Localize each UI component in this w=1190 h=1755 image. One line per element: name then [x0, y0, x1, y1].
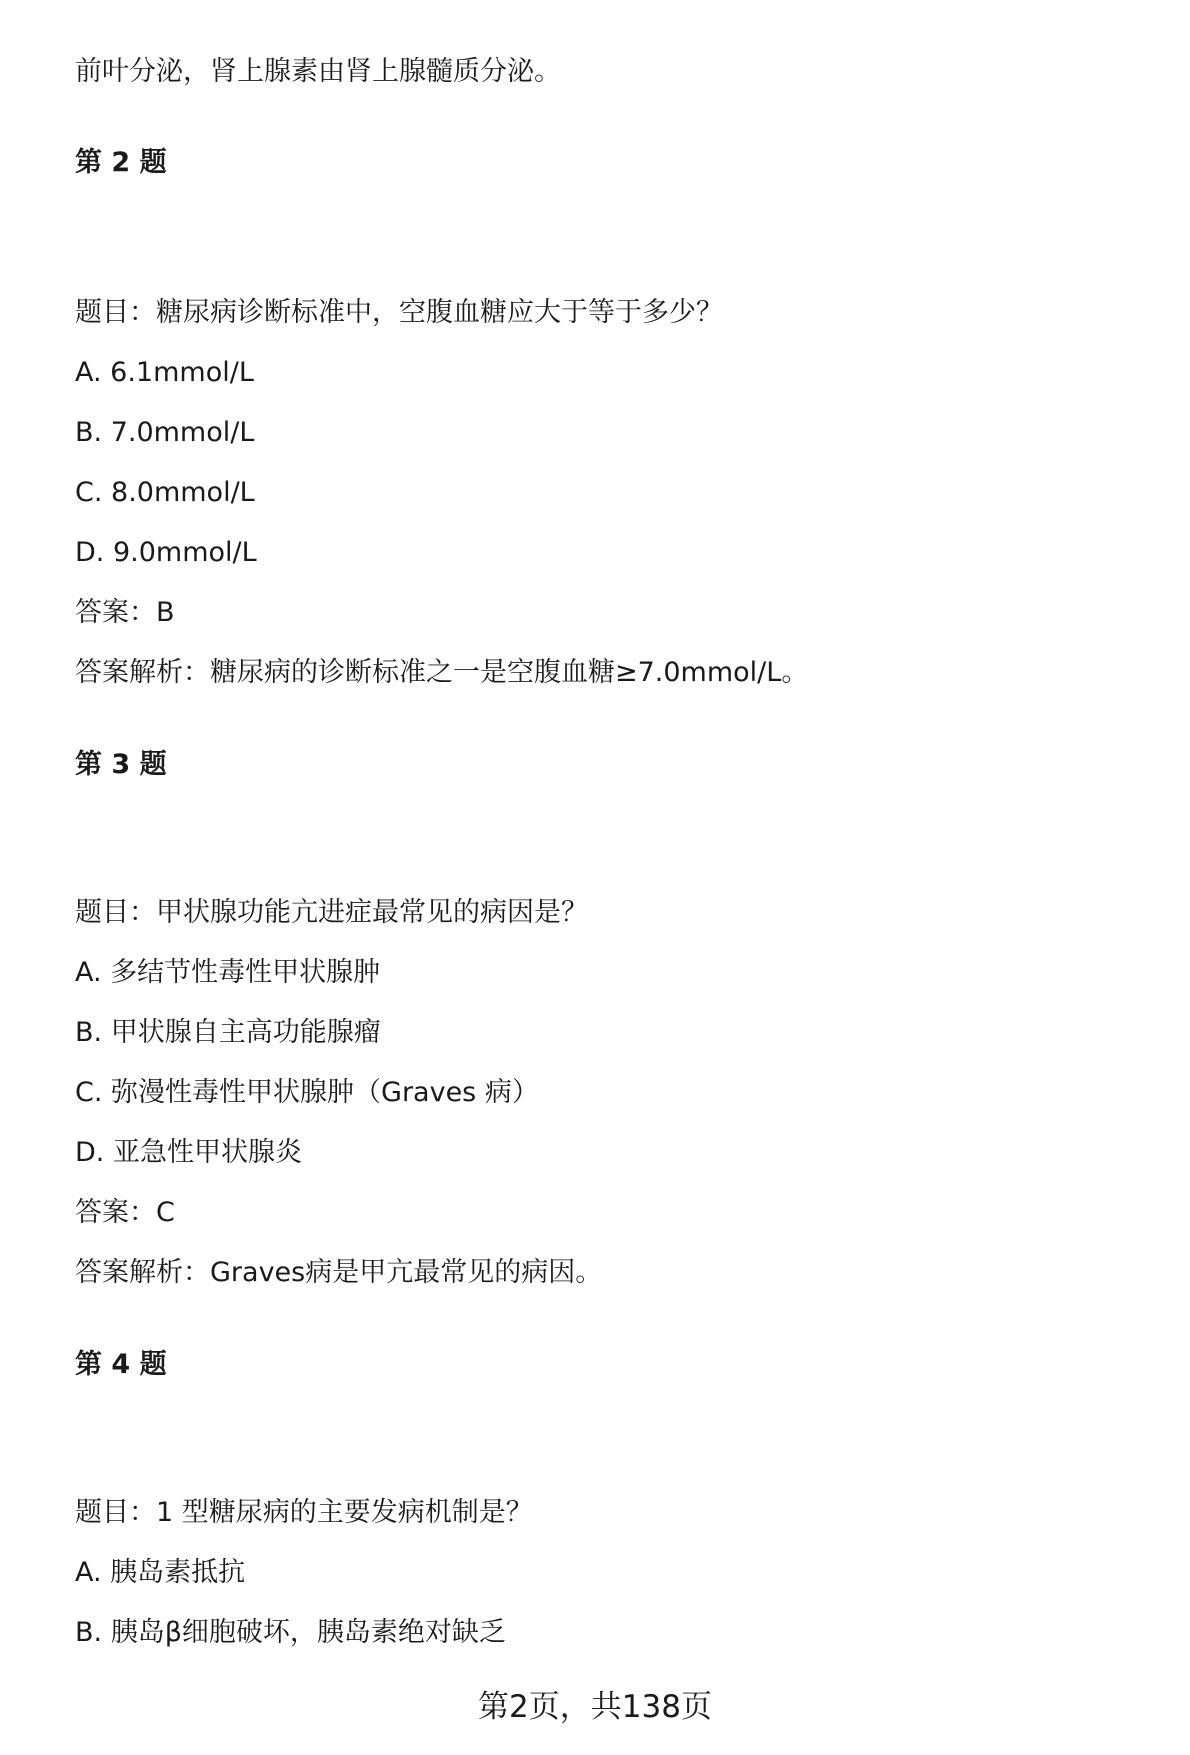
question-3-prompt: 题目：甲状腺功能亢进症最常见的病因是？ — [75, 897, 588, 928]
page-indicator: 第2页，共138页 — [478, 1689, 712, 1725]
question-3-option-a: A. 多结节性毒性甲状腺肿 — [75, 957, 381, 988]
question-3-explanation: 答案解析：Graves病是甲亢最常见的病因。 — [75, 1257, 603, 1288]
question-3-answer: 答案：C — [75, 1197, 175, 1228]
question-4-option-a: A. 胰岛素抵抗 — [75, 1557, 246, 1588]
question-3-option-c: C. 弥漫性毒性甲状腺肿（Graves 病） — [75, 1077, 539, 1108]
intro-text: 前叶分泌，肾上腺素由肾上腺髓质分泌。 — [75, 56, 561, 87]
question-3-heading: 第 3 题 — [75, 749, 167, 780]
question-4-heading: 第 4 题 — [75, 1349, 167, 1380]
question-3-option-b: B. 甲状腺自主高功能腺瘤 — [75, 1017, 381, 1048]
question-2-option-a: A. 6.1mmol/L — [75, 357, 254, 388]
question-2-prompt: 题目：糖尿病诊断标准中，空腹血糖应大于等于多少？ — [75, 297, 723, 328]
question-4-option-b: B. 胰岛β细胞破坏，胰岛素绝对缺乏 — [75, 1617, 506, 1648]
question-4-prompt: 题目：1 型糖尿病的主要发病机制是？ — [75, 1497, 533, 1528]
question-2-answer: 答案：B — [75, 597, 175, 628]
question-2-heading: 第 2 题 — [75, 147, 167, 178]
question-2-option-d: D. 9.0mmol/L — [75, 537, 257, 568]
question-2-option-b: B. 7.0mmol/L — [75, 417, 255, 448]
question-2-explanation: 答案解析：糖尿病的诊断标准之一是空腹血糖≥7.0mmol/L。 — [75, 657, 809, 688]
question-3-option-d: D. 亚急性甲状腺炎 — [75, 1137, 302, 1168]
question-2-option-c: C. 8.0mmol/L — [75, 477, 255, 508]
